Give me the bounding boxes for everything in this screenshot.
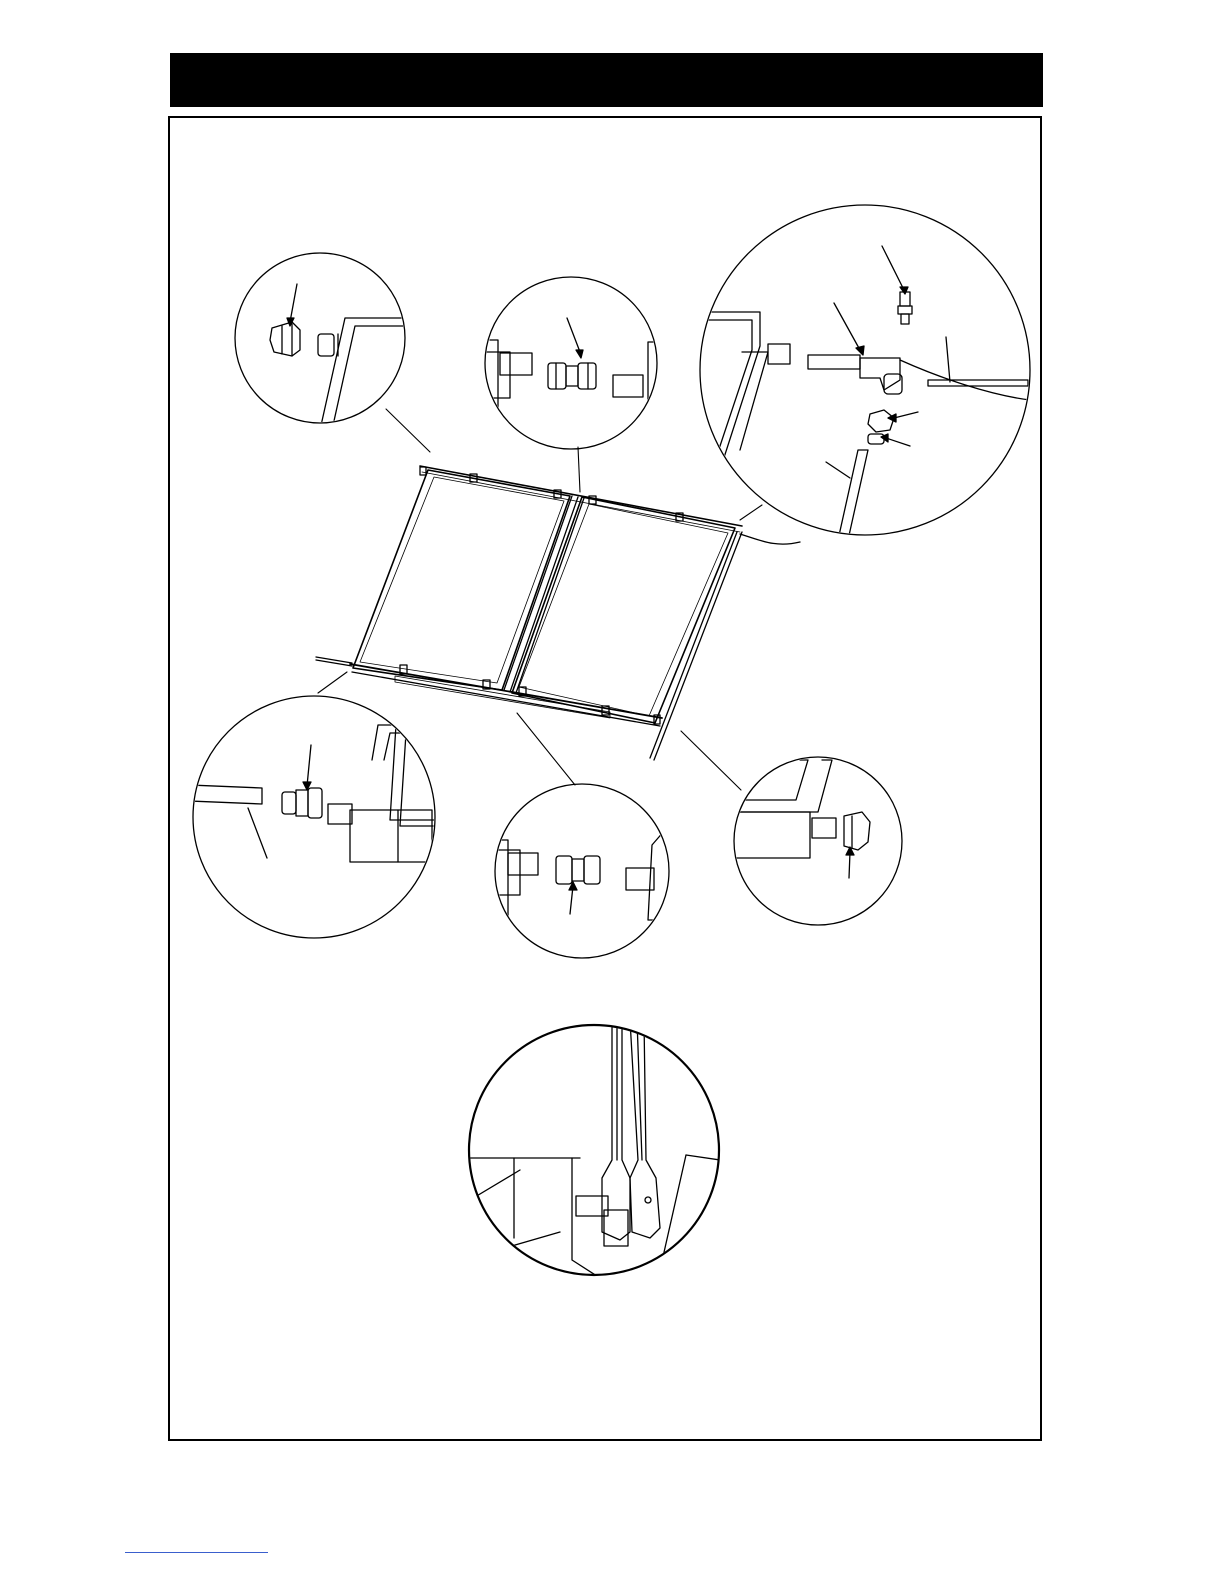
detail-view-coupling-top: [484, 277, 660, 449]
detail-view-coupling-bottom: [494, 784, 669, 958]
detail-view-coupling-pipe: [190, 696, 440, 938]
detail-view-nut: [734, 757, 902, 925]
detail-view-wrenches: [469, 1020, 720, 1278]
detail-view-tee-fitting: [700, 205, 1030, 540]
footer-link-underline[interactable]: [125, 1552, 268, 1553]
detail-view-union-nut: [235, 253, 410, 430]
collector-assembly: [316, 466, 800, 760]
